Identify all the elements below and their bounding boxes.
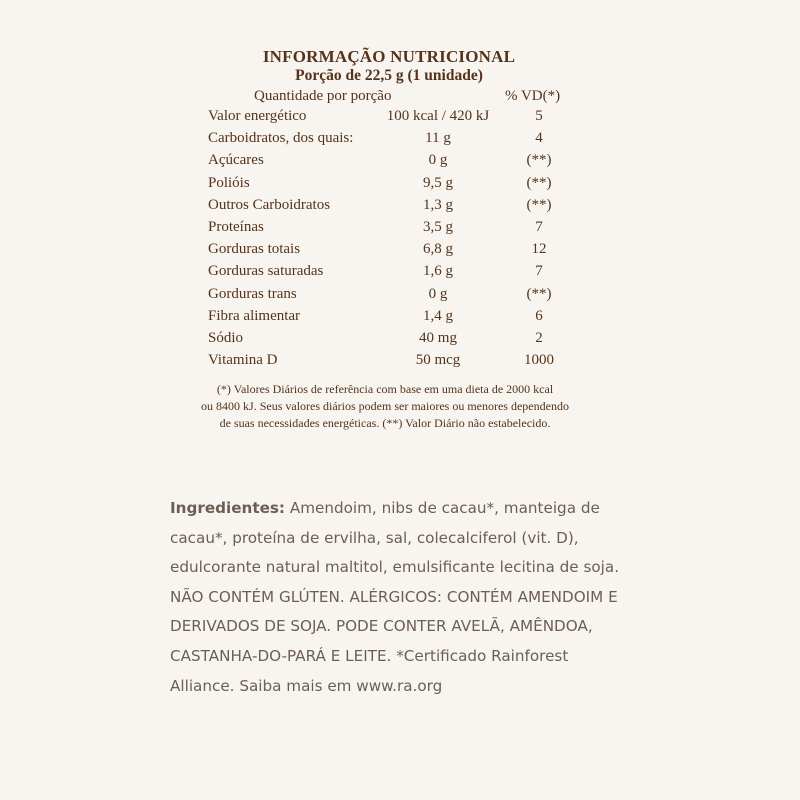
nutrient-name: Valor energético [208, 108, 307, 124]
nutrient-row [0, 130, 800, 150]
ingredients-text [170, 494, 770, 701]
nutrient-daily-value: 5 [535, 108, 543, 124]
nutrient-quantity: 9,5 g [423, 175, 453, 191]
nutrient-quantity: 1,6 g [423, 263, 453, 279]
nutrient-daily-value: (**) [526, 197, 552, 213]
nutrient-daily-value: 1000 [524, 352, 554, 368]
ingredients-line: DERIVADOS DE SOJA. PODE CONTER AVELÃ, AMÊNDOA, [170, 617, 593, 636]
nutrient-quantity: 6,8 g [423, 241, 453, 257]
ingredients-line: cacau*, proteína de ervilha, sal, colecalciferol (vit. D), [170, 528, 579, 547]
nutrient-quantity: 0 g [428, 152, 448, 168]
ingredients-line: NÃO CONTÉM GLÚTEN. ALÉRGICOS: CONTÉM AMENDOIM E [170, 587, 618, 606]
nutrient-daily-value: 7 [535, 263, 543, 279]
nutrient-daily-value: 2 [535, 330, 543, 346]
footnote-line: ou 8400 kJ. Seus valores diários podem ser maiores ou menores dependendo [201, 399, 569, 413]
nutrient-row [0, 197, 800, 217]
footnote-line: (*) Valores Diários de referência com base em uma dieta de 2000 kcal [216, 382, 554, 396]
ingredients-line: edulcorante natural maltitol, emulsificante lecitina de soja. [170, 558, 620, 577]
nutrient-row [0, 352, 800, 372]
nutrient-quantity: 11 g [425, 130, 451, 146]
nutrient-daily-value: 12 [531, 241, 547, 257]
nutrient-row [0, 330, 800, 350]
nutrient-name: Vitamina D [208, 352, 278, 368]
nutrient-quantity: 40 mg [419, 330, 457, 346]
nutrient-daily-value: (**) [526, 175, 552, 191]
nutrient-row [0, 263, 800, 283]
nutrient-row [0, 219, 800, 239]
nutrient-daily-value: 4 [535, 130, 543, 146]
nutrient-name: Gorduras trans [208, 286, 297, 302]
ingredients-line: Alliance. Saiba mais em www.ra.org [170, 676, 443, 695]
nutrient-name: Polióis [208, 175, 250, 191]
nutrient-quantity: 1,4 g [423, 308, 453, 324]
nutrient-quantity: 100 kcal / 420 kJ [386, 108, 490, 124]
nutrient-name: Proteínas [208, 219, 264, 235]
nutrient-daily-value: (**) [526, 152, 552, 168]
nutrient-name: Outros Carboidratos [208, 197, 331, 213]
nutrient-row [0, 241, 800, 261]
ingredients-line: CASTANHA-DO-PARÁ E LEITE. *Certificado Rainforest [170, 646, 569, 665]
nutrient-name: Açúcares [208, 152, 264, 168]
nutrient-quantity: 0 g [428, 286, 448, 302]
nutrition-title: INFORMAÇÃO NUTRICIONAL [262, 47, 516, 66]
nutrient-row [0, 308, 800, 328]
footnote-line: de suas necessidades energéticas. (**) Valor Diário não estabelecido. [219, 416, 551, 430]
ingredients-line-text: Amendoim, nibs de cacau*, manteiga de [285, 499, 600, 517]
header-quantity: Quantidade por porção [254, 88, 392, 104]
nutrient-quantity: 1,3 g [423, 197, 453, 213]
nutrient-name: Sódio [208, 330, 244, 346]
nutrient-row [0, 108, 800, 128]
nutrient-row [0, 152, 800, 172]
nutrient-quantity: 3,5 g [423, 219, 453, 235]
nutrient-name: Gorduras saturadas [208, 263, 324, 279]
header-daily-value: % VD(*) [505, 88, 561, 104]
nutrient-row [0, 286, 800, 306]
nutrient-daily-value: 6 [535, 308, 543, 324]
nutrient-name: Carboidratos, dos quais: [208, 130, 354, 146]
nutrient-daily-value: (**) [526, 286, 552, 302]
nutrient-name: Fibra alimentar [208, 308, 301, 324]
nutrient-daily-value: 7 [535, 219, 543, 235]
ingredients-label: Ingredientes: [170, 499, 285, 517]
nutrition-footnote [0, 381, 770, 432]
nutrient-quantity: 50 mcg [415, 352, 461, 368]
ingredients-line [170, 494, 770, 524]
nutrient-name: Gorduras totais [208, 241, 301, 257]
portion-size: Porção de 22,5 g (1 unidade) [295, 67, 483, 84]
nutrient-row [0, 175, 800, 195]
